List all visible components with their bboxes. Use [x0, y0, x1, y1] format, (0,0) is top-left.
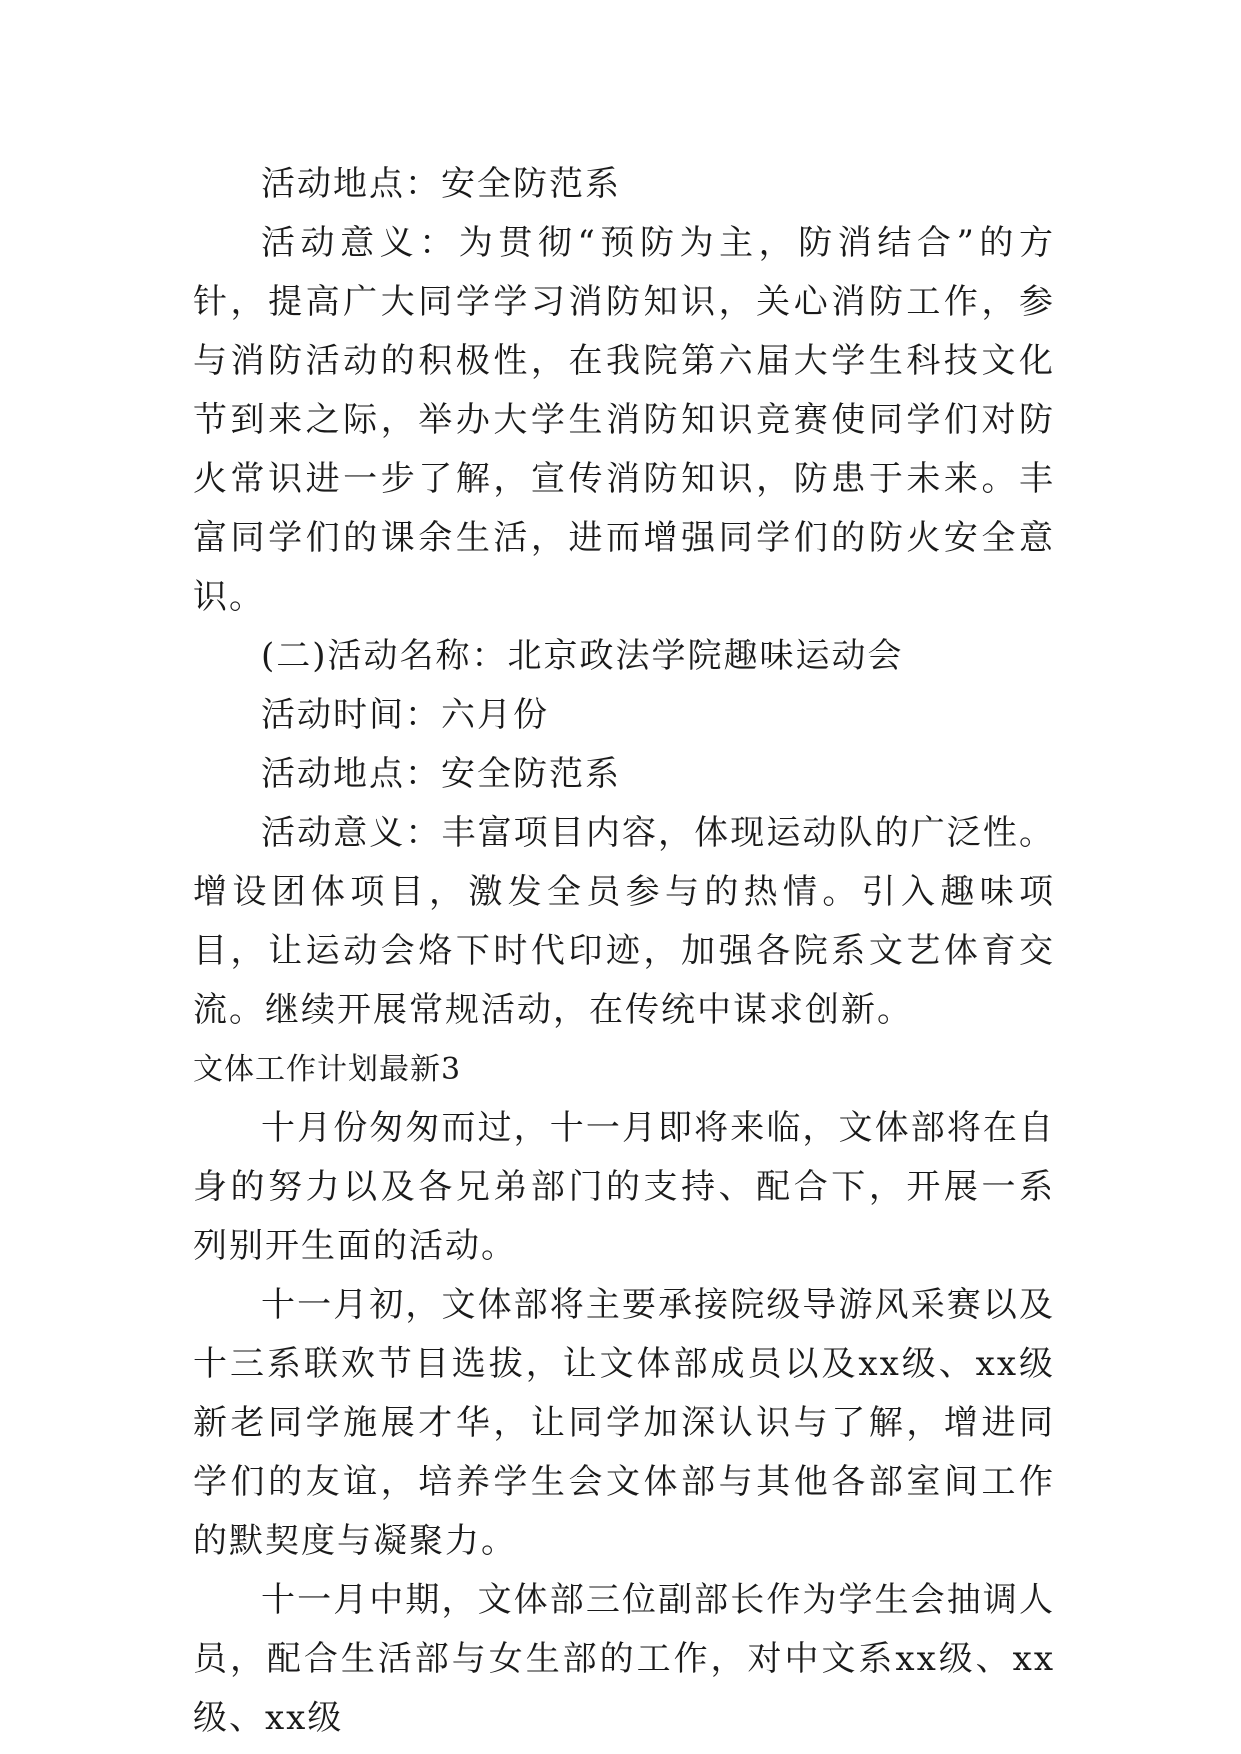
paragraph-early-november: 十一月初，文体部将主要承接院级导游风采赛以及十三系联欢节目选拔，让文体部成员以及xx级、xx级新老同学施展才华，让同学加深认识与了解，增进同学们的友谊，培养学生会文体部与其他各部室间工作的默契度与凝聚力。: [193, 1285, 1055, 1561]
paragraph-significance-2: 活动意义：丰富项目内容，体现运动队的广泛性。增设团体项目，激发全员参与的热情。引入趣味项目，让运动会烙下时代印迹，加强各院系文艺体育交流。继续开展常规活动，在传统中谋求创新。: [193, 813, 1055, 1030]
document-body: [193, 155, 1055, 1748]
paragraph-mid-november: 十一月中期，文体部三位副部长作为学生会抽调人员，配合生活部与女生部的工作，对中文系xx级、xx级、xx级: [193, 1580, 1055, 1738]
paragraph-intro: 十月份匆匆而过，十一月即将来临，文体部将在自身的努力以及各兄弟部门的支持、配合下，开展一系列别开生面的活动。: [193, 1108, 1055, 1266]
section-heading: 文体工作计划最新3: [193, 1052, 462, 1087]
paragraph-location-2: 活动地点：安全防范系: [261, 754, 621, 794]
paragraph-significance-1: 活动意义：为贯彻“预防为主，防消结合”的方针，提高广大同学学习消防知识，关心消防工作，参与消防活动的积极性，在我院第六届大学生科技文化节到来之际，举办大学生消防知识竞赛使同学们对防火常识进一步了解，宣传消防知识，防患于未来。丰富同学们的课余生活，进而增强同学们的防火安全意识。: [193, 223, 1055, 617]
paragraph-location-1: 活动地点：安全防范系: [261, 164, 621, 204]
paragraph-activity-time-2: 活动时间：六月份: [261, 695, 549, 735]
paragraph-activity-name-2: (二)活动名称：北京政法学院趣味运动会: [261, 636, 904, 676]
